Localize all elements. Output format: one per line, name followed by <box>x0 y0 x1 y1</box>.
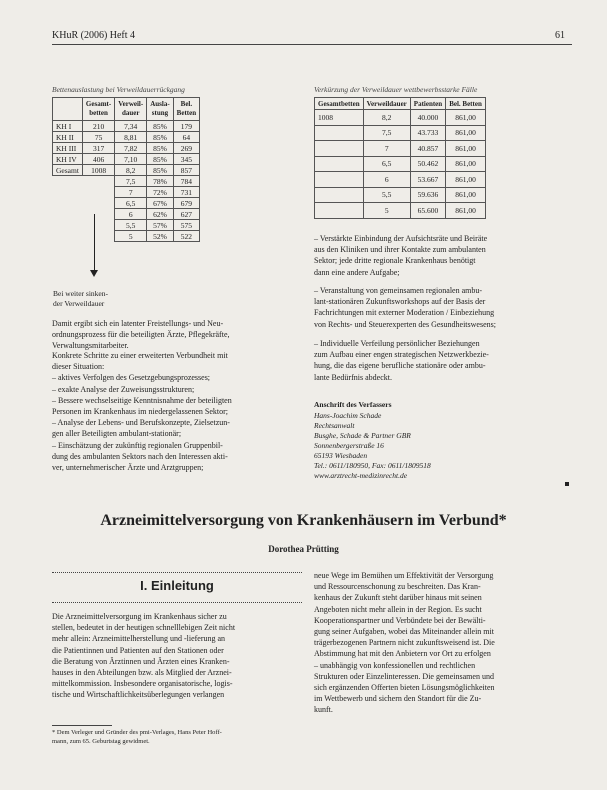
section-rule-bottom <box>52 602 302 603</box>
text-line: dieser Situation: <box>52 362 105 372</box>
page-number: 61 <box>555 30 565 41</box>
table-cell <box>82 231 114 242</box>
text-line: hung, die das eigene berufliche stationäre oder ambu- <box>314 361 486 371</box>
text-line: – Verstärkte Einbindung der Aufsichtsräte und Beiräte <box>314 234 488 243</box>
table1-note: Bei weiter sinken- der Verweildauer <box>53 289 108 308</box>
table-cell: 861,00 <box>446 125 486 141</box>
table-cell: 406 <box>82 154 114 165</box>
table-cell: 53.667 <box>410 172 445 188</box>
table-row <box>315 141 486 157</box>
text-line: gen aller Beteiligten ambulant-stationär; <box>52 429 182 439</box>
table-row <box>53 176 200 187</box>
table-row <box>53 187 200 198</box>
table-cell: 179 <box>173 121 199 132</box>
table-cell: 861,00 <box>446 172 486 188</box>
down-arrow-line <box>94 214 95 272</box>
table-cell: 5 <box>115 231 147 242</box>
table-cell: 575 <box>173 220 199 231</box>
table-cell: 59.636 <box>410 187 445 203</box>
table-cell: 40.857 <box>410 141 445 157</box>
table-row <box>53 143 200 154</box>
table-cell: 731 <box>173 187 199 198</box>
table-cell: 8,81 <box>115 132 147 143</box>
table-cell: 861,00 <box>446 110 486 126</box>
table-cell: 7,82 <box>115 143 147 154</box>
table-row <box>53 165 200 176</box>
text-line: Sonnenbergerstraße 16 <box>314 441 384 450</box>
table-cell: 6,5 <box>115 198 147 209</box>
table-cell: 43.733 <box>410 125 445 141</box>
table-cell <box>82 198 114 209</box>
text-line: kunft. <box>314 705 333 715</box>
table-cell: 679 <box>173 198 199 209</box>
text-line: Sektor; jede dritte regionale Krankenhaus benötigt <box>314 256 476 266</box>
text-line: stellen, bedeutet in der heutigen schnelllebigen Zeit nicht <box>52 623 236 633</box>
table-cell: 5 <box>363 203 410 219</box>
text-line: – Veranstaltung von gemeinsamen regionalen ambu- <box>314 286 483 295</box>
column-header: Ausla- stung <box>147 98 173 121</box>
table-cell: 7 <box>115 187 147 198</box>
text-line: mann, zum 65. Geburtstag gewidmet. <box>52 737 150 745</box>
table-cell: 67% <box>147 198 173 209</box>
end-mark <box>565 482 569 486</box>
column-header: Bel. Betten <box>446 98 486 110</box>
text-line: die Beratung von Ärztinnen und Ärzten eines Kranken- <box>52 656 230 666</box>
table-cell: 6 <box>115 209 147 220</box>
table-cell <box>315 172 364 188</box>
table-cell <box>53 220 83 231</box>
table-cell <box>82 187 114 198</box>
article-title: Arzneimittelversorgung von Krankenhäusern im Verbund* <box>100 512 507 529</box>
table-cell: 345 <box>173 154 199 165</box>
text-line: Rechtsanwalt <box>314 421 355 430</box>
table-cell <box>53 176 83 187</box>
column-header <box>53 98 83 121</box>
table-cell <box>53 198 83 209</box>
right-para-1 <box>314 233 572 278</box>
table-row <box>315 110 486 126</box>
table-cell <box>315 203 364 219</box>
table-cell: 7 <box>363 141 410 157</box>
text-line: gung seiner Aufgaben, wobei das Miteinander allein mit <box>314 627 494 637</box>
table-cell: 72% <box>147 187 173 198</box>
section-rule-top <box>52 572 302 573</box>
table-row <box>53 231 200 242</box>
text-line: – Einschätzung der zukünftig regionalen Gruppenbil- <box>52 440 223 450</box>
text-line: aus den Kliniken und ihrer Kontakte zum ambulanten <box>314 245 486 255</box>
right-para-3 <box>314 338 572 383</box>
table-cell: 85% <box>147 132 173 143</box>
text-line: im Wettbewerb und sichern den Standort für die Zu- <box>314 694 482 704</box>
text-line: – Analyse der Lebens- und Berufskonzepte, Zielsetzun- <box>52 418 230 428</box>
table-row <box>315 203 486 219</box>
running-header: KHuR (2006) Heft 4 <box>52 30 136 41</box>
text-line: tische und Wirtschaftlichkeitsüberlegungen verlangen <box>52 690 225 700</box>
table-cell <box>82 209 114 220</box>
table-cell: 522 <box>173 231 199 242</box>
table-cell <box>315 125 364 141</box>
column-header: Gesamt- betten <box>82 98 114 121</box>
table-cell: 857 <box>173 165 199 176</box>
right-para-2 <box>314 285 572 330</box>
text-line: Strukturen oder Einzelinteressen. Die gemeinsamen und <box>314 671 494 681</box>
table-cell: 627 <box>173 209 199 220</box>
table-cell: 7,5 <box>115 176 147 187</box>
text-line: die Patientinnen und Patienten auf den Stationen oder <box>52 645 224 655</box>
table-cell <box>315 187 364 203</box>
table-row <box>53 198 200 209</box>
table-cell: 85% <box>147 165 173 176</box>
left-para-1 <box>52 318 304 352</box>
table-cell: 65.600 <box>410 203 445 219</box>
table-cell <box>315 141 364 157</box>
text-line: Konkrete Schritte zu einer erweiterten Verbundheit mit <box>52 351 228 360</box>
table-cell: 6 <box>363 172 410 188</box>
table-cell: KH IV <box>53 154 83 165</box>
text-line: ordnungsprozess für die beteiligten Ärzte, Pflegekräfte, <box>52 330 230 340</box>
table-cell: 52% <box>147 231 173 242</box>
table-cell: 269 <box>173 143 199 154</box>
article-author: Dorothea Prütting <box>268 544 339 554</box>
text-line: – unabhängig von konfessionellen und rechtlichen <box>314 660 476 670</box>
table-cell: 5,5 <box>363 187 410 203</box>
text-line: trägerbezogenen Partnern nicht zukunftsweisend ist. Die <box>314 638 495 648</box>
left-para-2 <box>52 350 304 473</box>
text-line: lant-stationären Zukunftsworkshops auf der Basis der <box>314 297 486 307</box>
table-row <box>315 156 486 172</box>
table-cell: KH III <box>53 143 83 154</box>
footnote <box>52 729 302 746</box>
table-row <box>53 121 200 132</box>
table-cell: 50.462 <box>410 156 445 172</box>
text-line: dung des ambulanten Sektors nach den Interessen akti- <box>52 451 228 461</box>
text-line: lante Bedürfnis abdeckt. <box>314 372 392 382</box>
table-cell <box>82 220 114 231</box>
text-line: Fachrichtungen mit externer Moderation / Einbeziehung <box>314 308 495 318</box>
text-line: * Dem Verleger und Gründer des pmi-Verlages, Hans Peter Hoff- <box>52 729 222 736</box>
column-header: Bel. Betten <box>173 98 199 121</box>
text-line: mittelkommission. Insbesondere organisatorische, logis- <box>52 679 233 689</box>
text-line: Angeboten nicht mehr allein in der Region. Es sucht <box>314 604 482 614</box>
text-line: – Individuelle Verfeilung persönlicher Beziehungen <box>314 339 480 348</box>
footnote-rule <box>52 725 112 726</box>
table-cell: 7,10 <box>115 154 147 165</box>
table-cell: 8,2 <box>115 165 147 176</box>
table-cell: KH II <box>53 132 83 143</box>
table-cell: 85% <box>147 154 173 165</box>
author-address <box>314 411 431 481</box>
text-line: Kooperationspartner und Verbündete bei der Bewälti- <box>314 615 486 625</box>
table1-caption: Bettenauslastung bei Verweildauerrückgang <box>52 85 185 94</box>
address-title: Anschrift des Verfassers <box>314 400 392 409</box>
table-cell: 317 <box>82 143 114 154</box>
text-line: mehr allein: Arzneimittelherstellung und -lieferung an <box>52 634 226 644</box>
table-cell: 861,00 <box>446 156 486 172</box>
table-cell: 62% <box>147 209 173 220</box>
table-cell <box>82 176 114 187</box>
table-row <box>315 125 486 141</box>
text-line: von Rechts- und Steuerexperten des Gesundheitswesens; <box>314 319 496 329</box>
table-row <box>53 220 200 231</box>
table-row <box>53 209 200 220</box>
table-cell: 5,5 <box>115 220 147 231</box>
text-line: kenhaus der Zukunft steht darüber hinaus mit seinen <box>314 593 482 603</box>
article-right-para <box>314 570 572 716</box>
table-cell: 1008 <box>82 165 114 176</box>
table-row <box>53 132 200 143</box>
table-row <box>315 172 486 188</box>
table-cell <box>53 231 83 242</box>
column-header: Patienten <box>410 98 445 110</box>
text-line: – Bessere wechselseitige Kenntnisnahme der beteiligten <box>52 395 232 405</box>
table-cell: 6,5 <box>363 156 410 172</box>
column-header: Verweildauer <box>363 98 410 110</box>
text-line: sich ergänzenden Offerten bieten Lösungsmöglichkeiten <box>314 683 495 693</box>
text-line: Damit ergibt sich ein latenter Freistellungs- und Neu- <box>52 319 224 328</box>
table-cell: 1008 <box>315 110 364 126</box>
table-cell: 40.000 <box>410 110 445 126</box>
text-line: 65193 Wiesbaden <box>314 451 368 460</box>
table-cell: 210 <box>82 121 114 132</box>
text-line: – aktives Verfolgen des Gesetzgebungsprozesses; <box>52 373 211 383</box>
table-cell: 861,00 <box>446 187 486 203</box>
down-arrow-icon <box>90 270 98 277</box>
table-cell: 85% <box>147 121 173 132</box>
table2-caption: Verkürzung der Verweildauer wettbewerbsstarke Fälle <box>314 85 478 94</box>
text-line: Verwaltungsmitarbeiter. <box>52 341 129 351</box>
table-cell: 64 <box>173 132 199 143</box>
table-cell: 7,5 <box>363 125 410 141</box>
text-line: Busghe, Schade & Partner GBR <box>314 431 411 440</box>
text-line: dann eine andere Aufgabe; <box>314 267 400 277</box>
column-header: Verweil- dauer <box>115 98 147 121</box>
header-rule <box>52 44 572 45</box>
text-line: hauses in den Abteilungen bzw. als Mitglied der Arznei- <box>52 668 232 678</box>
text-line: neue Wege im Bemühen um Effektivität der Versorgung <box>314 571 494 580</box>
table-row <box>315 187 486 203</box>
text-line: – exakte Analyse der Zuweisungsstrukturen; <box>52 384 195 394</box>
column-header: Gesamtbetten <box>315 98 364 110</box>
table-cell: Gesamt <box>53 165 83 176</box>
table-cell: 85% <box>147 143 173 154</box>
table-cell <box>53 187 83 198</box>
section-heading: I. Einleitung <box>140 578 214 593</box>
table-cell <box>53 209 83 220</box>
table-cell: 75 <box>82 132 114 143</box>
table-cell: 861,00 <box>446 141 486 157</box>
text-line: zum Aufbau einer engen strategischen Netzwerkbezie- <box>314 350 489 360</box>
table-cell: 784 <box>173 176 199 187</box>
table-cell <box>315 156 364 172</box>
table-cell: 7,34 <box>115 121 147 132</box>
length-of-stay-table <box>314 97 486 219</box>
table-cell: 57% <box>147 220 173 231</box>
text-line: ver, unternehmerischer Ärzte und Arztgruppen; <box>52 463 204 473</box>
article-left-para <box>52 611 304 701</box>
text-line: www.arztrecht-medizinrecht.de <box>314 471 408 480</box>
text-line: Abstimmung hat mit den Anbietern vor Ort zu erfolgen <box>314 649 491 659</box>
text-line: Hans-Joachim Schade <box>314 411 382 420</box>
table-cell: 861,00 <box>446 203 486 219</box>
text-line: und Ressourcenschonung zu beschreiten. Das Kran- <box>314 582 481 592</box>
text-line: Tel.: 0611/180950, Fax: 0611/1809518 <box>314 461 431 470</box>
table-cell: 78% <box>147 176 173 187</box>
bed-utilization-table <box>52 97 200 242</box>
text-line: Die Arzneimittelversorgung im Krankenhaus sicher zu <box>52 612 227 621</box>
table-cell: 8,2 <box>363 110 410 126</box>
table-cell: KH I <box>53 121 83 132</box>
text-line: Personen im Krankenhaus im niedergelassenen Sektor; <box>52 407 229 417</box>
table-row <box>53 154 200 165</box>
